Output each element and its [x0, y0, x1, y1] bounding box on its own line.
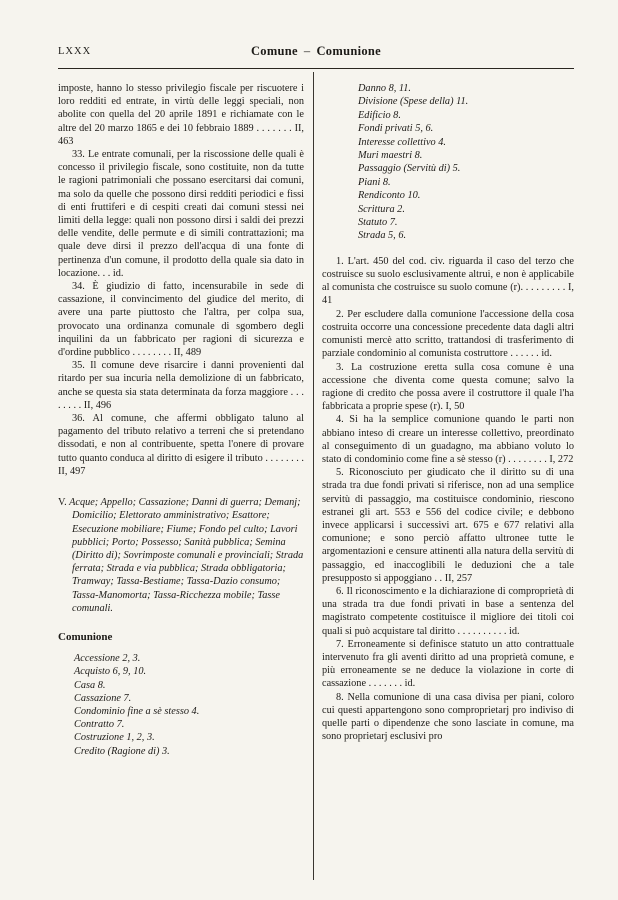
note-5: 5. Riconosciuto per giudicato che il diritto su di una strada tra due fondi privati si riferisce, non ad una semplice servitù di passaggio, ma costituisce condominio, riescono estranei gli art. 553 e 556 del codice civile; e debbono invece applicarsi i successivi art. 675 e 677 relativi alla comunione; e sono perciò affatto ultronee tutte le argomentazioni e censure attinenti alla natura della servitù di passaggio, ed inaccoglibili le deduzioni che a tale presupposto si appoggiano . . II, 257 — [322, 467, 574, 584]
index-entry: Interesse collettivo 4. — [358, 136, 446, 148]
index-entry: Muri maestri 8. — [358, 150, 423, 162]
index-entry: Rendiconto 10. — [358, 190, 421, 202]
header-rule — [58, 68, 574, 69]
index-entry: Cassazione 7. — [74, 692, 132, 704]
subject-index-right — [322, 82, 574, 243]
see-also-label: V. — [58, 497, 67, 509]
index-entry: Statuto 7. — [358, 217, 398, 229]
index-entry: Passaggio (Servitù di) 5. — [358, 163, 461, 175]
index-entry: Credito (Ragione di) 3. — [74, 745, 170, 757]
index-entry: Acquisto 6, 9, 10. — [74, 666, 147, 678]
page-number: LXXX — [58, 46, 92, 57]
index-entry: Piani 8. — [358, 176, 391, 188]
index-entry: Casa 8. — [74, 679, 106, 691]
running-title-right: Comunione — [316, 44, 382, 58]
index-entry: Scrittura 2. — [358, 203, 405, 215]
subject-index-left — [58, 652, 304, 758]
note-1: 1. L'art. 450 del cod. civ. riguarda il caso del terzo che costruisce su suolo esclusivamente altrui, e non è applicabile al comunista che costruisce su suolo comune (r). . . . . . . . . I, 41 — [322, 255, 574, 307]
numbered-notes — [322, 255, 574, 744]
entry-36: 36. Al comune, che affermi obbligato taluno al pagamento del tributo relativo a terreni che si pretendano dissodati, e non al contribuente, spetta l'onere di provare tutto quanto conduca al diritto di esigere il tributo . . . . . . . . II, 497 — [58, 413, 304, 477]
index-entry: Strada 5, 6. — [358, 230, 407, 242]
note-6: 6. Il riconoscimento e la dichiarazione di comproprietà di una strada tra due fondi privati in base a sentenza del magistrato competente costituisce il migliore dei titoli coi quali si può acquistare tal diritto . . . . . . . . . . id. — [322, 585, 574, 637]
index-entry: Contratto 7. — [74, 719, 125, 731]
note-7: 7. Erroneamente si definisce statuto un atto contrattuale intervenuto fra gli aventi diritto ad una proprietà comune, e più erroneamente se ne deduce la violazione in corte di cassazione . . . . . . . id. — [322, 638, 574, 690]
running-title-dash: – — [303, 44, 311, 58]
see-also-list: Acque; Appello; Cassazione; Danni di guerra; Demanj; Domicilio; Elettorato amministrativo; Esattore; Esecuzione mobiliare; Fiume; Fondo pel culto; Lavori pubblici; Porto; Possesso; Sanità pubblica; Semina (Diritto di); Sovrimposte comunali e provinciali; Strada ferrata; Strada e via pubblica; Strada obbligatoria; Tramway; Tassa-Bestiame; Tassa-Dazio consumo; Tassa-Manomorta; Tassa-Ricchezza mobile; Tasse comunali. — [69, 497, 304, 614]
index-entry: Divisione (Spese della) 11. — [358, 96, 469, 108]
entry-continuation: imposte, hanno lo stesso privilegio fiscale per riscuotere i loro redditi ed entrate, in virtù delle leggi speciali, non abolite con quella del 20 aprile 1891 e richiamate con le altre del 20 marzo 1865 e dei 10 febbraio 1889 . . . . . . . II, 463 — [58, 83, 304, 147]
index-entry: Danno 8, 11. — [358, 83, 412, 94]
page-header — [58, 44, 574, 66]
note-8: 8. Nella comunione di una casa divisa per piani, coloro cui questi appartengono sono comproprietarj pro indiviso di quelle parti o dipendenze che sono lasciate in comune, ma sono proprietarj esclusivi pro — [322, 691, 574, 743]
column-divider — [313, 72, 314, 880]
right-column — [322, 82, 574, 743]
note-4: 4. Si ha la semplice comunione quando le parti non abbiano inteso di creare un interesse collettivo, preordinato al conseguimento di un guadagno, ma abbiano voluto lo stato di condominio come fine a sè stesso (r) . . . . . . . . I, 272 — [322, 414, 574, 465]
running-title-left: Comune — [250, 44, 298, 58]
left-column — [58, 82, 304, 758]
entry-34: 34. È giudizio di fatto, incensurabile in sede di cassazione, il convincimento del giudice del merito, di avere una parte piuttosto che l'altra, per colpa sua, provocato una ordinanza comunale di sgombero degli inquilini da un fabbricato per ragioni di sicurezza e d'ordine pubblico . . . . . . . . II, 489 — [58, 281, 304, 359]
index-entry: Accessione 2, 3. — [74, 653, 141, 665]
note-3: 3. La costruzione eretta sulla cosa comune è una accessione che diventa come questa comune; salvo la ragione di credito che possa avere il costruttore il quale l'ha fabbricata a proprie spese (r). I, 50 — [322, 361, 574, 413]
index-entry: Edificio 8. — [358, 109, 401, 121]
index-entry: Costruzione 1, 2, 3. — [74, 732, 155, 744]
entry-33: 33. Le entrate comunali, per la riscossione delle quali è concesso il privilegio fiscale, sono costituite, non da tutte le ragioni patrimoniali che possano esercitarsi dai comuni, ma solo da quelle che possono dirsi redditi periodici e fissi di enti fruttiferi e di cespiti creati dai comuni stessi nei limiti della legge: quali non possono dirsi i saldi dei prezzi delle vendite, delle permute e di simili contrattazioni; ma quale deve dirsi il prezzo dell'acqua di una fonte di pertinenza d'un comune, il prodotto della quale sia dato in locazione. . . id. — [58, 149, 304, 279]
index-entry: Condominio fine a sè stesso 4. — [74, 705, 200, 717]
note-2: 2. Per escludere dalla comunione l'accessione della cosa costruita occorre una concessione precedente data dagli altri comunisti mercè atto scritto, trattandosi di trasferimento di parziale condominio al comunista costruttore . . . . . . id. — [322, 308, 574, 360]
see-also — [58, 496, 304, 615]
running-title — [58, 44, 574, 59]
index-entry: Fondi privati 5, 6. — [358, 123, 434, 135]
section-heading-comunione: Comunione — [58, 630, 113, 643]
entry-35: 35. Il comune deve risarcire i danni provenienti dal ritardo per sua incuria nella demolizione di un fabbricato, anche se questa sia stata determinata da forza maggiore . . . . . . . . II, 496 — [58, 360, 304, 411]
